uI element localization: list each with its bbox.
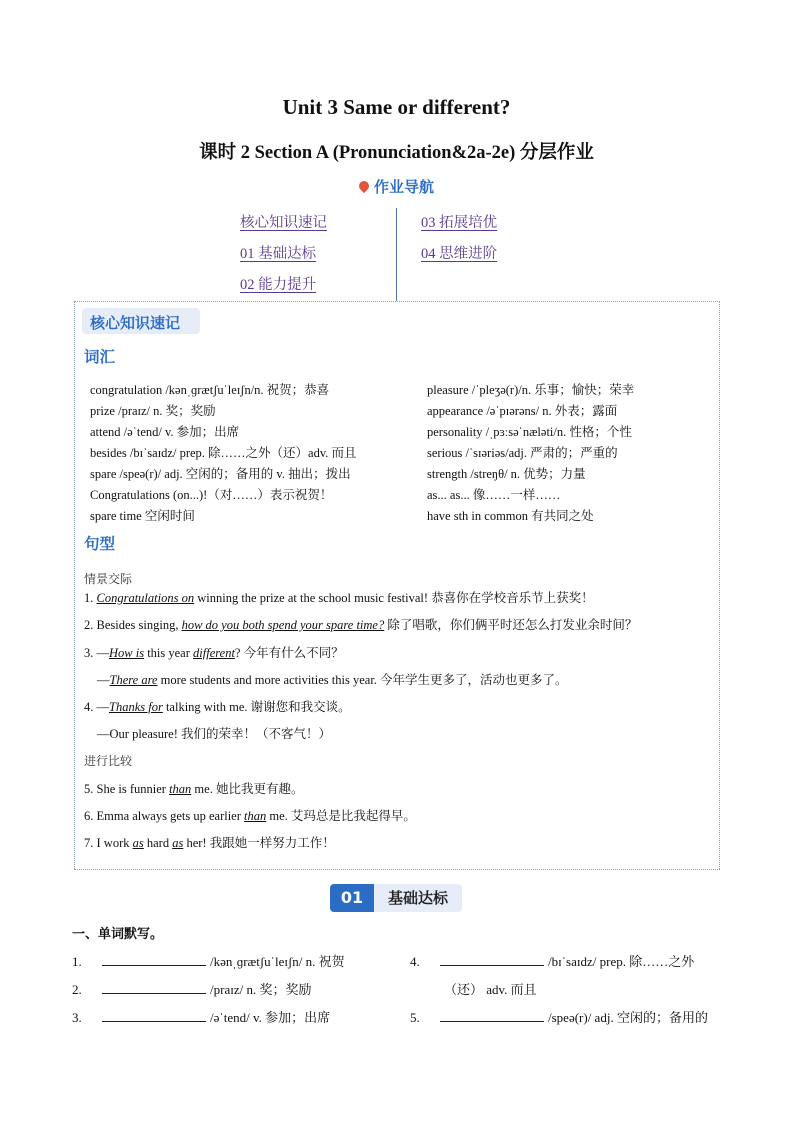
group-label-compare: 进行比较 (84, 754, 133, 768)
nav-heading (0, 176, 793, 197)
core-badge-label: 核心知识速记 (90, 314, 181, 332)
sentence-2: 2. Besides singing, how do you both spend your spare time? 除了唱歌，你们俩平时还怎么打发业余时间？ (84, 618, 638, 632)
sentence-7: 7. I work as hard as her! 我跟她一样努力工作！ (84, 836, 335, 850)
nav-divider (396, 208, 397, 301)
answer-text: Congratulations on (96, 591, 195, 605)
box-left-border (74, 301, 75, 869)
page-subtitle: 课时 2 Section A (Pronunciation&2a-2e) 分层作业 (199, 143, 594, 163)
answer-text: There are (109, 673, 158, 687)
vocab-item: have sth in common 有共同之处 (427, 509, 594, 523)
vocab-item: spare time 空闲时间 (90, 509, 195, 523)
sentence-3: 3. —How is this year different? 今年有什么不同？ (84, 646, 344, 660)
answer-text: Thanks for (109, 700, 163, 714)
nav-link-extend[interactable]: 03 拓展培优 (421, 215, 498, 231)
question-2: 2. /praɪz/ n. 奖；奖励 (72, 982, 312, 997)
sentence-4: 4. —Thanks for talking with me. 谢谢您和我交谈。 (84, 700, 351, 714)
question-5: 5. /speə(r)/ adj. 空闲的；备用的 (410, 1010, 708, 1025)
vocab-list-left (90, 380, 410, 527)
vocab-item: besides /bɪˈsaɪdz/ prep. 除……之外（还）adv. 而且 (90, 446, 357, 460)
sentence-1: 1. Congratulations on winning the prize at the school music festival! 恭喜你在学校音乐节上获奖！ (84, 591, 594, 605)
question-4-continued: （还） adv. 而且 (444, 982, 537, 997)
group-label-dialogue: 情景交际 (84, 572, 133, 586)
box-top-border (74, 301, 720, 302)
vocab-item: serious /ˈsɪəriəs/adj. 严肃的；严重的 (427, 446, 618, 460)
sentence-4b: —Our pleasure! 我们的荣幸！（不客气！） (97, 727, 331, 741)
badge-number: 01 (330, 884, 374, 912)
vocab-item: spare /speə(r)/ adj. 空闲的；备用的 v. 抽出；拨出 (90, 467, 351, 481)
box-right-border (719, 301, 720, 869)
question-4: 4. /bɪˈsaɪdz/ prep. 除……之外 (410, 954, 695, 969)
nav-heading-label: 作业导航 (373, 178, 434, 196)
sentence-5: 5. She is funnier than me. 她比我更有趣。 (84, 782, 304, 796)
sentence-heading: 句型 (84, 535, 116, 553)
vocab-item: personality /ˌpɜːsəˈnæləti/n. 性格；个性 (427, 425, 632, 439)
box-bottom-border (74, 869, 720, 870)
nav-link-basic[interactable]: 01 基础达标 (240, 246, 317, 262)
answer-blank[interactable] (102, 1009, 206, 1022)
vocab-item: attend /əˈtend/ v. 参加；出席 (90, 425, 240, 439)
vocab-item: prize /praɪz/ n. 奖；奖励 (90, 404, 216, 418)
vocab-item: strength /streŋθ/ n. 优势；力量 (427, 467, 586, 481)
vocab-item: Congratulations (on...)!（对……）表示祝贺！ (90, 488, 333, 502)
answer-text: as (172, 836, 184, 850)
vocab-item: pleasure /ˈpleʒə(r)/n. 乐事；愉快；荣幸 (427, 383, 635, 397)
answer-text: as (132, 836, 144, 850)
badge-label: 基础达标 (374, 884, 462, 912)
answer-blank[interactable] (102, 981, 206, 994)
answer-text: How is (109, 646, 145, 660)
vocab-item: congratulation /kənˌɡrætʃuˈleɪʃn/n. 祝贺；恭喜 (90, 383, 330, 397)
answer-text: how do you both spend your spare time? (181, 618, 385, 632)
page-title: Unit 3 Same or different? (282, 95, 511, 119)
vocab-list-right (427, 380, 712, 527)
answer-blank[interactable] (440, 1009, 544, 1022)
vocab-item: as... as... 像……一样…… (427, 488, 561, 502)
nav-link-core[interactable]: 核心知识速记 (240, 215, 327, 231)
question-1: 1. /kənˌɡrætʃuˈleɪʃn/ n. 祝贺 (72, 954, 345, 969)
nav-link-thinking[interactable]: 04 思维进阶 (421, 246, 498, 262)
sentence-3b: —There are more students and more activities this year. 今年学生更多了，活动也更多了。 (97, 673, 568, 687)
vocab-item: appearance /əˈpɪərəns/ n. 外表；露面 (427, 404, 618, 418)
question-3: 3. /əˈtend/ v. 参加；出席 (72, 1010, 331, 1025)
location-pin-icon (357, 179, 371, 193)
answer-blank[interactable] (102, 953, 206, 966)
vocab-heading: 词汇 (84, 348, 116, 366)
sentence-6: 6. Emma always gets up earlier than me. 艾玛总是比我起得早。 (84, 809, 416, 823)
answer-text: than (169, 782, 192, 796)
answer-blank[interactable] (440, 953, 544, 966)
basic-section-badge (330, 884, 462, 912)
answer-text: than (244, 809, 267, 823)
nav-link-ability[interactable]: 02 能力提升 (240, 277, 317, 293)
part-title: 一、单词默写。 (72, 927, 164, 942)
answer-text: different (193, 646, 235, 660)
